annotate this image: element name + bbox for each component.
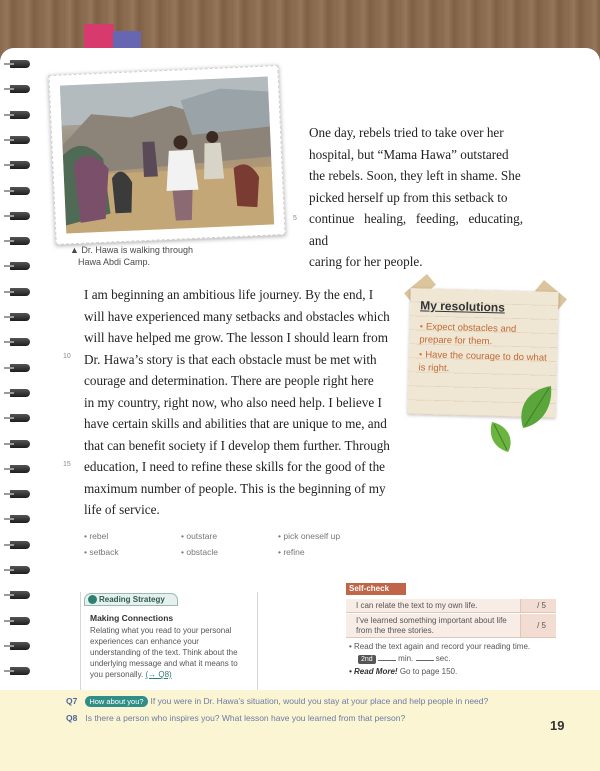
leaf-icon bbox=[517, 384, 553, 430]
reading-strategy-text bbox=[90, 625, 250, 680]
minutes-blank[interactable] bbox=[378, 653, 396, 661]
ring-icon bbox=[10, 591, 30, 599]
text-line: life of service. bbox=[84, 502, 160, 517]
read-more-line bbox=[349, 667, 457, 677]
q8-link[interactable]: (→ Q8) bbox=[145, 670, 172, 679]
reading-strategy-tab bbox=[84, 593, 178, 606]
ring-icon bbox=[10, 338, 30, 346]
ring-icon bbox=[10, 288, 30, 296]
reading-strategy-body: Relating what you read to your personal experiences can enhance your understanding of the text. Think about the underlying message and what it means to you personally. bbox=[90, 626, 238, 679]
text-line: hospital, but “Mama Hawa” outstared bbox=[309, 146, 509, 162]
vocab-word: outstare bbox=[186, 531, 218, 541]
vocab-item: • obstacle bbox=[181, 547, 219, 557]
self-check-score[interactable]: / 5 bbox=[520, 599, 556, 612]
camp-photo-illustration bbox=[60, 77, 274, 234]
ring-icon bbox=[10, 541, 30, 549]
read-more-label: • Read More! bbox=[349, 667, 398, 676]
ring-icon bbox=[10, 440, 30, 448]
self-check-row bbox=[346, 614, 556, 638]
text-line: that can benefit society if I develop them further. Through bbox=[84, 437, 390, 453]
bullet-icon: • bbox=[419, 321, 424, 333]
ring-icon bbox=[10, 237, 30, 245]
caption-line-1: ▲ Dr. Hawa is walking through bbox=[70, 245, 193, 255]
text-line: Dr. Hawa’s story is that each obstacle must be met with bbox=[84, 351, 377, 367]
resolution-item-1 bbox=[419, 320, 550, 349]
text-line: picked herself up from this setback to bbox=[309, 189, 508, 205]
ring-icon bbox=[10, 389, 30, 397]
ring-icon bbox=[10, 85, 30, 93]
ring-icon bbox=[10, 111, 30, 119]
ring-icon bbox=[10, 617, 30, 625]
ring-icon bbox=[10, 667, 30, 675]
reading-paragraph-2 bbox=[84, 284, 394, 521]
ring-icon bbox=[10, 642, 30, 650]
question-q7 bbox=[66, 696, 488, 707]
bookmark-tab-pink bbox=[84, 24, 114, 50]
vocab-word: rebel bbox=[89, 531, 109, 541]
leaf-icon bbox=[488, 420, 514, 454]
resolutions-title: My resolutions bbox=[420, 298, 506, 315]
ring-icon bbox=[10, 465, 30, 473]
read-more-text[interactable]: Go to page 150. bbox=[399, 667, 458, 676]
reading-paragraph-1 bbox=[309, 122, 523, 273]
vocab-item: • rebel bbox=[84, 531, 109, 541]
line-number-10: 10 bbox=[63, 353, 71, 360]
ring-icon bbox=[10, 187, 30, 195]
vocab-item: • setback bbox=[84, 547, 119, 557]
strategy-icon bbox=[88, 595, 97, 604]
text-line: in my country, right now, who also need help. I believe I bbox=[84, 394, 382, 410]
vocab-item: • pick oneself up bbox=[278, 531, 341, 541]
photo-caption bbox=[70, 244, 210, 268]
text-line: education, I need to refine these skills for the good of the bbox=[84, 459, 386, 474]
how-about-you-badge: How about you? bbox=[85, 696, 147, 707]
self-check-label: Self-check bbox=[349, 584, 390, 593]
question-number: Q8 bbox=[66, 713, 78, 723]
resolution-text: Have the courage to do what is right. bbox=[418, 349, 547, 375]
self-check-statement: I’ve learned something important about life from the three stories. bbox=[356, 616, 507, 635]
text-line: have certain skills and abilities that are unique to me, and bbox=[84, 416, 387, 431]
ring-icon bbox=[10, 212, 30, 220]
bullet-icon: • bbox=[418, 349, 423, 361]
page-number: 19 bbox=[550, 718, 565, 733]
ring-icon bbox=[10, 364, 30, 372]
vocab-word: refine bbox=[283, 547, 305, 557]
vocab-word: pick oneself up bbox=[283, 531, 341, 541]
camp-photo bbox=[60, 77, 274, 234]
reading-time-instruction: • Read the text again and record your reading time. bbox=[349, 642, 531, 651]
ring-icon bbox=[10, 313, 30, 321]
min-label: min. bbox=[398, 654, 414, 663]
reading-time-record bbox=[358, 653, 450, 664]
text-line: caring for her people. bbox=[309, 254, 423, 269]
ring-icon bbox=[10, 136, 30, 144]
ring-icon bbox=[10, 515, 30, 523]
text-line: courage and determination. There are people right here bbox=[84, 373, 374, 388]
text-line: will have experienced many setbacks and obstacles which bbox=[84, 308, 390, 324]
photo-frame bbox=[48, 65, 285, 245]
ring-icon bbox=[10, 262, 30, 270]
caption-line-2: Hawa Abdi Camp. bbox=[78, 257, 151, 267]
self-check-score[interactable]: / 5 bbox=[520, 614, 556, 637]
text-line: continue healing, feeding, educating, and bbox=[309, 211, 523, 248]
question-q8 bbox=[66, 713, 405, 723]
vocab-word: setback bbox=[89, 547, 119, 557]
text-line: the rebels. Soon, they left in shame. She bbox=[309, 168, 521, 183]
self-check-tab bbox=[346, 583, 406, 595]
ring-icon bbox=[10, 414, 30, 422]
text-line: One day, rebels tried to take over her bbox=[309, 125, 504, 140]
ring-icon bbox=[10, 161, 30, 169]
text-line: I am beginning an ambitious life journey. By the end, I bbox=[84, 287, 374, 302]
vocab-item: • refine bbox=[278, 547, 305, 557]
text-line: will have helped me grow. The lesson I should learn from bbox=[84, 330, 388, 345]
question-text: Is there a person who inspires you? What lesson have you learned from that person? bbox=[85, 713, 406, 723]
resolution-item-2 bbox=[418, 348, 549, 377]
self-check-statement: I can relate the text to my own life. bbox=[356, 601, 478, 610]
ring-icon bbox=[10, 60, 30, 68]
line-number-5: 5 bbox=[293, 215, 297, 222]
reading-strategy-label: Reading Strategy bbox=[99, 595, 165, 604]
ring-icon bbox=[10, 566, 30, 574]
ring-icon bbox=[10, 490, 30, 498]
spiral-binding bbox=[0, 60, 34, 700]
line-number-15: 15 bbox=[63, 461, 71, 468]
sec-label: sec. bbox=[435, 654, 451, 663]
resolution-text: Expect obstacles and prepare for them. bbox=[419, 321, 517, 348]
vocab-word: obstacle bbox=[186, 547, 219, 557]
seconds-blank[interactable] bbox=[416, 653, 434, 661]
reading-strategy-heading: Making Connections bbox=[90, 613, 174, 623]
text-line: maximum number of people. This is the beginning of my bbox=[84, 480, 386, 496]
question-number: Q7 bbox=[66, 696, 78, 706]
round-badge: 2nd bbox=[358, 655, 376, 664]
self-check-row bbox=[346, 599, 556, 613]
vocab-item: • outstare bbox=[181, 531, 218, 541]
question-text: If you were in Dr. Hawa’s situation, would you stay at your place and help people in need? bbox=[150, 696, 489, 706]
